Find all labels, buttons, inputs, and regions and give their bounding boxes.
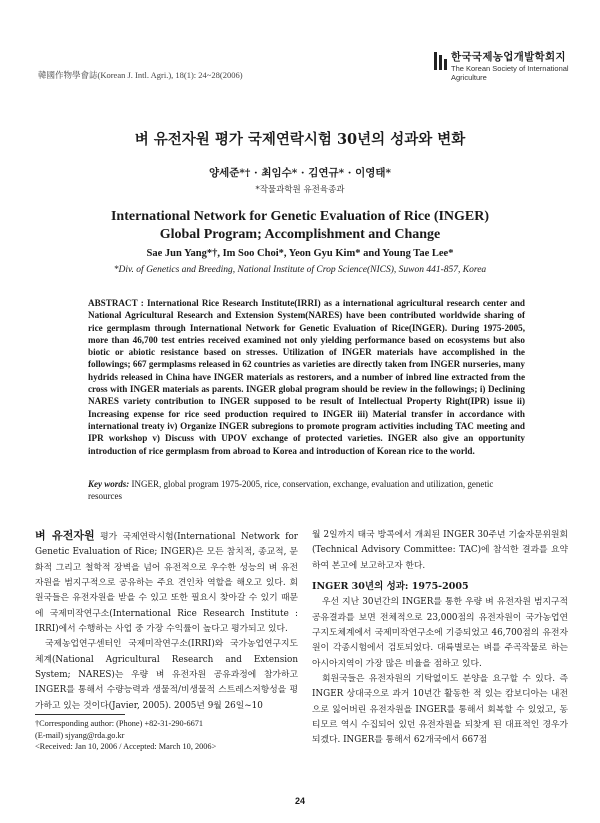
footnote-corresponding: †Corresponding author: (Phone) +82-31-290-6671 xyxy=(35,719,204,728)
korean-authors: 양세준*† · 최임수* · 김연규* · 이영태* xyxy=(208,167,392,179)
english-title xyxy=(0,208,600,244)
society-name-ko: 한국국제농업개발학회지 xyxy=(451,51,566,63)
page-number: 24 xyxy=(294,796,305,806)
english-authors: Sae Jun Yang*†, Im Soo Choi*, Yeon Gyu Kim* and Young Tae Lee* xyxy=(146,248,454,259)
english-title-line1: International Network for Genetic Evaluation of Rice (INGER) xyxy=(110,209,490,224)
left-paragraph-2: 국제농업연구센터인 국제미작연구소(IRRI)와 국가농업연구지도체계(National Agricultural Research and Extension System; NARES)는 우량 벼 유전자원 공유과정에 참가하고 INGER를 통해서 수량능력과 생물적/비생물적 스트레스저항성을 평가하고 있는 것이다(Javier, 2005). 2005년 9월 26일~10 xyxy=(35,639,298,711)
korean-title: 벼 유전자원 평가 국제연락시험 30년의 성과와 변화 xyxy=(134,131,466,148)
keywords xyxy=(88,478,525,503)
left-paragraph-1: 평가 국제연락시험(International Network for Genetic Evaluation of Rice; INGER)은 모든 참치적, 종교적, 문화적 그리고 철학적 장벽을 넘어 유전적으로 우수한 성능의 벼 유전자원을 범지구적으로 공유하는 주요 견인차 역할을 해오고 있다. 회원국들은 유전자원을 받을 수 있고 또한 필요시 찾아갈 수 있기 때문에 국제미작연구소(International Rice Research Institute : IRRI)에서 수행하는 사업 중 가장 수익률이 높다고 평가되고 있다. xyxy=(35,532,298,635)
society-logo-icon xyxy=(433,51,448,71)
right-paragraph-2: 우선 지난 30년간의 INGER를 통한 우량 벼 유전자원 범지구적 공유결과를 보면 전체적으로 23,000점의 유전자원이 국가농업연구지도체계에서 국제미작연구소에 기증되었고 46,700점의 유전자원이 각종시험에서 검토되었다. 대륙별로는 벼를 주곡작물로 하는 아시아지역이 가장 많은 비율을 점하고 있다. xyxy=(312,597,568,669)
footnote-divider xyxy=(35,714,125,715)
english-title-line2: Global Program; Accomplishment and Change xyxy=(159,227,441,242)
society-header xyxy=(433,49,573,93)
right-paragraph-3: 회원국들은 유전자원의 기탁없이도 분양을 요구할 수 있다. 즉 INGER 상대국으로 과거 10년간 활동한 적 있는 캄보디아는 내전으로 잃어버린 유전자원을 INGER를 통해서 회복할 수 있었고, 동티모르 역시 수집되어 있던 유전자원을 되찾게 된 대표적인 경우가 되겠다. INGER를 통해서 62개국에서 667점 xyxy=(312,674,568,746)
footnote-received: <Received: Jan 10, 2006 / Accepted: March 10, 2006> xyxy=(35,742,217,751)
body-right-column xyxy=(312,528,568,749)
korean-affiliation: *작물과학원 유전육종과 xyxy=(255,185,345,195)
journal-citation: 韓國作物學會誌(Korean J. Intl. Agri.), 18(1): 24~28(2006) xyxy=(38,70,243,80)
right-paragraph-1: 월 2일까지 태국 방콕에서 개최된 INGER 30주년 기술자문위원회(Technical Advisory Committee: TAC)에 참석한 결과를 요약하여 본고에 보고하고자 한다. xyxy=(312,530,568,571)
english-affiliation: *Div. of Genetics and Breeding, National Institute of Crop Science(NICS), Suwon 441-857, Korea xyxy=(113,265,487,275)
abstract xyxy=(88,297,525,457)
keywords-label: Key words: xyxy=(88,479,130,489)
subheading: INGER 30년의 성과: 1975-2005 xyxy=(312,581,469,593)
society-name-en: The Korean Society of International Agriculture xyxy=(451,64,569,82)
body-left-column xyxy=(35,528,298,714)
footnote-email: (E-mail) sjyang@rda.go.kr xyxy=(35,730,125,740)
section-heading: 벼 유전자원 xyxy=(35,529,95,542)
abstract-text: International Rice Research Institute(IRRI) as a international agricultural research center and National Agricultural Research and Extension System(NARES) have been contributed worldwide sharing of rice germplasm through International Network for Genetic Evaluation of Rice(INGER). During 1975-2005, more than 46,700 test entries received examined not only yielding performance based on ecosystems but also biotic or abiotic resistance based on stresses. Utilization of INGER materials have accomplished in the followings; 667 germplasms released in 62 countries as varieties are directly taken from INGER nurseries, many hydrids released in China have INGER materials as restorers, and a number of inbred line extracted from the cross with INGER materials as parents. INGER global program should be review in the followings; i) Declining NARES variety contribution to INGER supposed to be result of Intellectual Property Right(IPR) issue ii) Increasing expense for rice seed production required to INGER iii) Material transfer in accordance with international treaty iv) Organize INGER subregions to promote program activities including TAC meeting and IPR workshop v) Discuss with UPOV exchange of protected varieties. INGER also give an opportunity introduction of rice germplasm from abroad to Korea and introduction of Korean rice to the world. xyxy=(88,298,525,456)
abstract-label: ABSTRACT : xyxy=(88,298,144,308)
footnotes xyxy=(35,718,298,753)
keywords-text: INGER, global program 1975-2005, rice, conservation, exchange, evaluation and utilization, genetic resources xyxy=(88,479,494,502)
